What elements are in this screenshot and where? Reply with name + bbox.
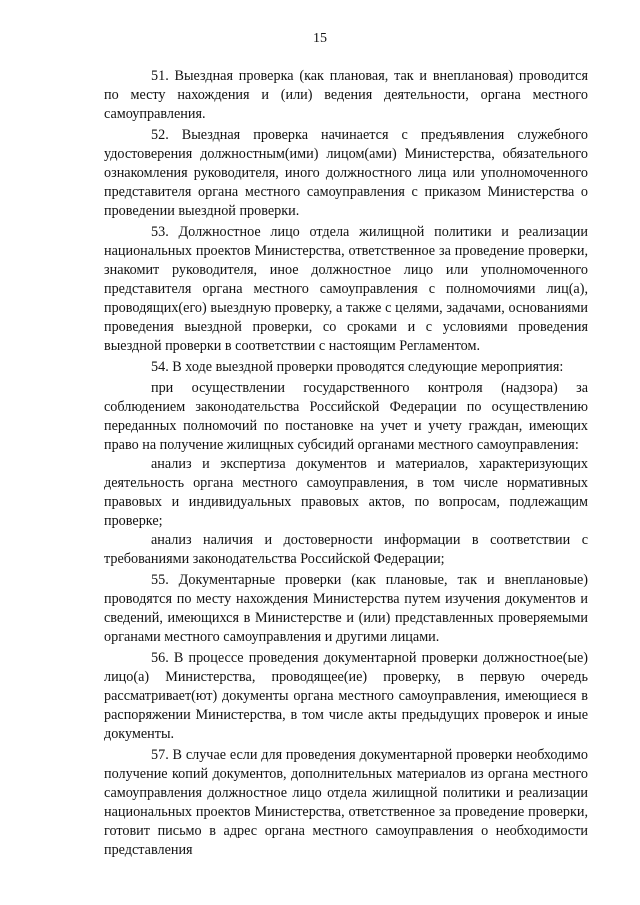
paragraph-54-item-2: анализ и экспертиза документов и материалов, характеризующих деятельность органа местного самоуправления, в том числе нормативных правовых и индивидуальных правовых актов, по вопросам, подлежащим проверке;	[104, 455, 588, 530]
page-number: 15	[313, 31, 327, 46]
paragraph-56: 56. В процессе проведения документарной проверки должностное(ые) лицо(а) Министерства, проводящее(ие) проверку, в первую очередь рассматривает(ют) документы органа местного самоуправления, имеющиеся в распоряжении Министерства, в том числе акты предыдущих проверок и иные документы.	[104, 649, 588, 743]
paragraph-54: 54. В ходе выездной проверки проводятся следующие мероприятия:	[151, 358, 564, 375]
paragraph-57: 57. В случае если для проведения документарной проверки необходимо получение копий документов, дополнительных материалов из органа местного самоуправления должностное лицо отдела жилищной политики и реализации национальных проектов Министерства, ответственное за проведение проверки, готовит письмо в адрес органа местного самоуправления о необходимости представления	[104, 746, 588, 859]
paragraph-55: 55. Документарные проверки (как плановые, так и внеплановые) проводятся по месту нахождения Министерства путем изучения документов и сведений, имеющихся в Министерстве и (или) представленных проверяемыми органами местного самоуправления и другими лицами.	[104, 571, 588, 646]
paragraph-54-item-3: анализ наличия и достоверности информации в соответствии с требованиями законодательства Российской Федерации;	[104, 532, 588, 568]
paragraph-54-item-1: при осуществлении государственного контроля (надзора) за соблюдением законодательства Российской Федерации по осуществлению переданных полномочий по постановке на учет и учету граждан, имеющих право на получение жилищных субсидий органами местного самоуправления:	[104, 379, 588, 453]
paragraph-53: 53. Должностное лицо отдела жилищной политики и реализации национальных проектов Министерства, ответственное за проведение проверки, знакомит руководителя, иное должностное лицо или уполномоченного представителя органа местного самоуправления с полномочиями лиц(а), проводящих(его) выездную проверку, а также с целями, задачами, основаниями проведения выездной проверки, со сроками и с условиями проведения выездной проверки в соответствии с настоящим Регламентом.	[104, 223, 588, 355]
document-body	[104, 67, 588, 862]
paragraph-51: 51. Выездная проверка (как плановая, так и внеплановая) проводится по месту нахождения и (или) ведения деятельности, органа местного самоуправления.	[104, 68, 588, 123]
paragraph-52: 52. Выездная проверка начинается с предъявления служебного удостоверения должностным(ими) лицом(ами) Министерства, обязательного ознакомления руководителя, иного должностного лица или уполномоченного представителя органа местного самоуправления с приказом Министерства о проведении выездной проверки.	[104, 126, 588, 220]
